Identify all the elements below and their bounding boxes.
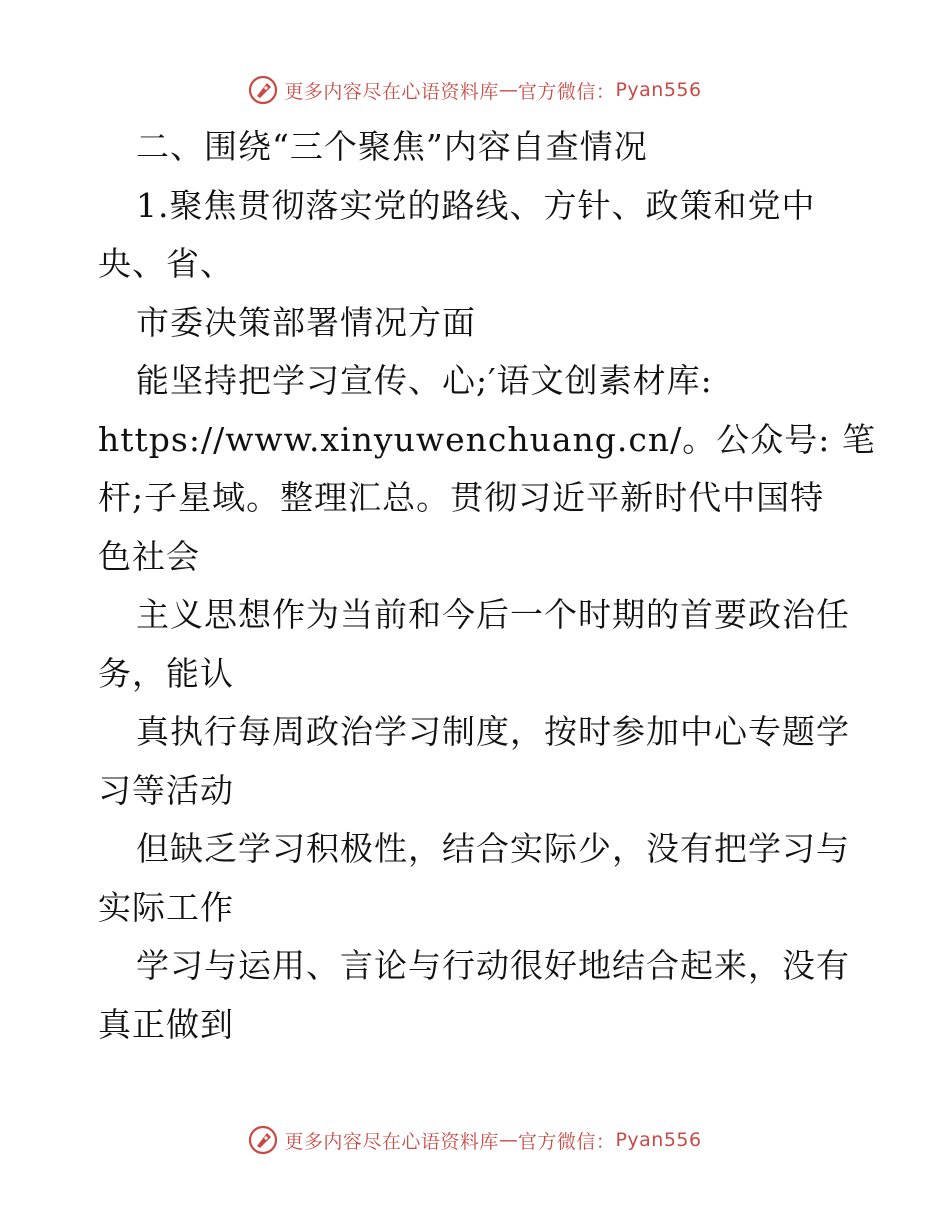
paragraph-line: 色社会 xyxy=(98,536,200,576)
paragraph-line: 真执行每周政治学习制度，按时参加中心专题学 xyxy=(136,712,850,751)
section-heading: 二、围绕“三个聚焦”内容自查情况 xyxy=(136,127,648,166)
paragraph-line: 务，能认 xyxy=(98,653,234,693)
paragraph-line: 能坚持把学习宣传、心;′语文创素材库: xyxy=(136,361,713,400)
banner-main-text: 更多内容尽在心语资料库 xyxy=(284,1130,499,1153)
paragraph-line: 真正做到 xyxy=(98,1004,234,1044)
pen-nib-logo-icon xyxy=(248,75,278,105)
paragraph-line: 市委决策部署情况方面 xyxy=(136,302,476,342)
banner-main-text: 更多内容尽在心语资料库 xyxy=(284,80,499,103)
banner-wechat-label: 官方微信： xyxy=(517,1130,616,1153)
document-body xyxy=(98,118,876,1054)
paragraph-line: 主义思想作为当前和今后一个时期的首要政治任 xyxy=(136,595,850,634)
paragraph-line: 央、省、 xyxy=(98,244,234,283)
pen-nib-logo-icon xyxy=(248,1125,278,1155)
footer-banner xyxy=(0,1120,950,1160)
banner-separator: — xyxy=(498,79,518,101)
paragraph-line: 杆;子星域。整理汇总。贯彻习近平新时代中国特 xyxy=(98,478,825,517)
paragraph-line: 实际工作 xyxy=(98,887,234,927)
paragraph-line: 但缺乏学习积极性，结合实际少，没有把学习与 xyxy=(136,829,850,868)
paragraph-line: 1.聚焦贯彻落实党的路线、方针、政策和党中 xyxy=(136,185,816,225)
header-banner xyxy=(0,70,950,110)
banner-wechat-label: 官方微信： xyxy=(517,80,616,103)
paragraph-line-url: https://www.xinyuwenchuang.cn/。公众号: 笔 xyxy=(98,419,876,459)
banner-wechat-id: Pyan556 xyxy=(615,1129,702,1151)
banner-separator: — xyxy=(498,1129,518,1151)
banner-wechat-id: Pyan556 xyxy=(615,79,702,101)
paragraph-line: 学习与运用、言论与行动很好地结合起来，没有 xyxy=(136,946,850,985)
paragraph-line: 习等活动 xyxy=(98,770,234,810)
